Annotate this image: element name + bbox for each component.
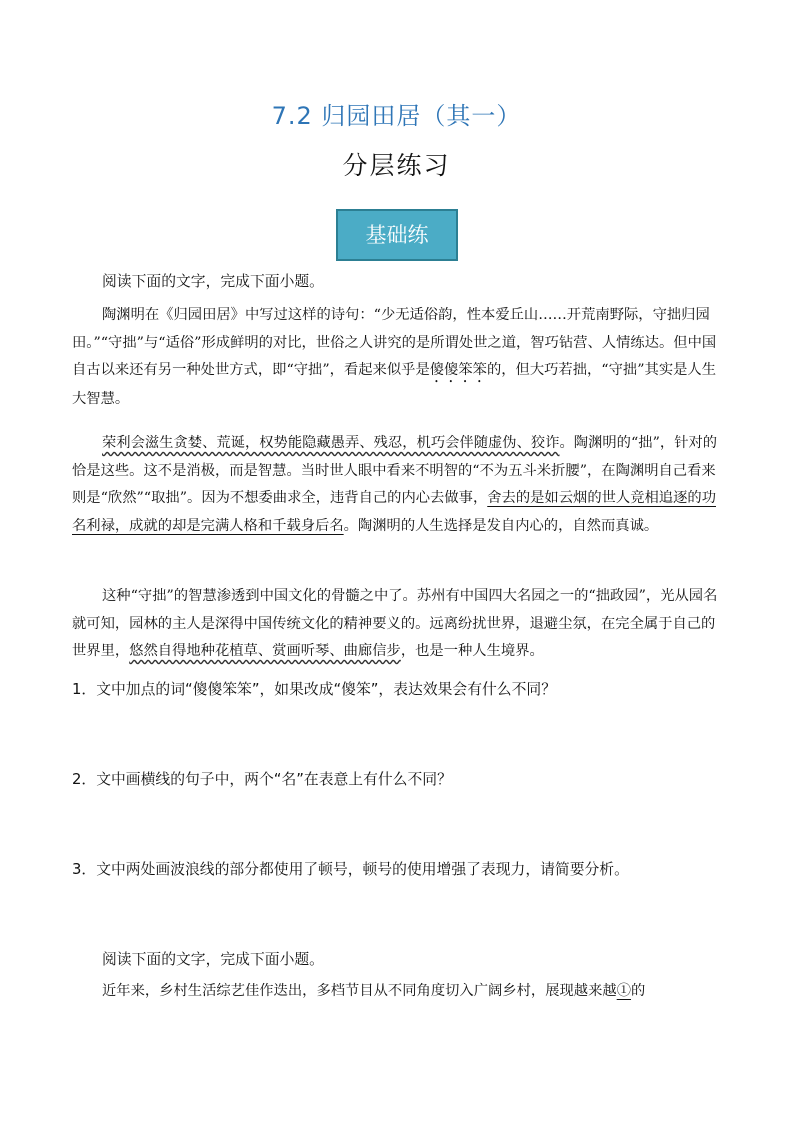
fill-blank-marker: ① (616, 983, 631, 999)
section-badge: 基础练 (336, 209, 458, 261)
document-title: 7.2 归园田居（其一） (271, 102, 522, 130)
question-3: 3．文中两处画波浪线的部分都使用了顿号，顿号的使用增强了表现力，请简要分析。 (72, 861, 629, 878)
passage2-paragraph-1 (72, 978, 724, 1006)
paragraph-text: 这种“守拙”的智慧渗透到中国文化的骨髓之中了。苏州有中国四大名园之一的“拙政园”，光从园名就可知，园林的主人是深得中国传统文化的精神要义的。远离纷扰世界，退避尘氛，在完全属于自己的世界里， (72, 588, 718, 659)
paragraph-text: 。陶渊明的人生选择是发自内心的，自然而真诚。 (343, 517, 659, 534)
wavy-underlined-text: 悠然自得地种花植草、赏画听琴、曲廊信步 (129, 643, 401, 659)
passage-paragraph-2 (72, 430, 724, 540)
passage-paragraph-1 (72, 302, 724, 414)
paragraph-text: 陶渊明在《归园田居》中写过这样的诗句：“少无适俗韵，性本爱丘山……开荒南野际，守拙归园田。”“守拙”与“适俗”形成鲜明的对比，世俗之人讲究的是所谓处世之道，智巧钻营、人情练达。但中国自古以来还有另一种处世方式，即“守拙”，看起来似乎是 (72, 307, 717, 378)
paragraph-text: 的 (630, 983, 646, 999)
wavy-underlined-text: 荣利会滋生贪婪、荒诞，权势能隐藏愚弄、残忍，机巧会伴随虚伪、狡诈 (102, 435, 560, 451)
paragraph-text: 的，但大巧若拙，“守拙”其实是人生大智慧。 (72, 362, 717, 407)
underlined-sentence: 舍去的是如云烟的世人竞相追逐的功名利禄，成就的却是完满人格和千载身后名 (72, 490, 716, 534)
question-1: 1．文中加点的词“傻傻笨笨”，如果改成“傻笨”，表达效果会有什么不同？ (72, 681, 556, 698)
document-subtitle: 分层练习 (342, 151, 451, 180)
dotted-word: 傻傻笨笨 (429, 362, 487, 378)
reading-instruction-1: 阅读下面的文字，完成下面小题。 (102, 273, 324, 290)
paragraph-text: ，也是一种人生境界。 (400, 643, 544, 659)
paragraph-text: 近年来，乡村生活综艺佳作迭出，多档节目从不同角度切入广阔乡村，展现越来越 (102, 983, 617, 999)
reading-instruction-2: 阅读下面的文字，完成下面小题。 (102, 951, 324, 968)
question-2: 2．文中画横线的句子中，两个“名”在表意上有什么不同？ (72, 771, 452, 788)
paragraph-text: 。陶渊明的“拙”，针对的恰是这些。这不是消极，而是智慧。当时世人眼中看来不明智的“不为五斗米折腰”，在陶渊明自己看来则是“欣然”“取拙”。因为不想委曲求全，违背自己的内心去做事， (72, 435, 718, 506)
passage-paragraph-3 (72, 583, 724, 666)
